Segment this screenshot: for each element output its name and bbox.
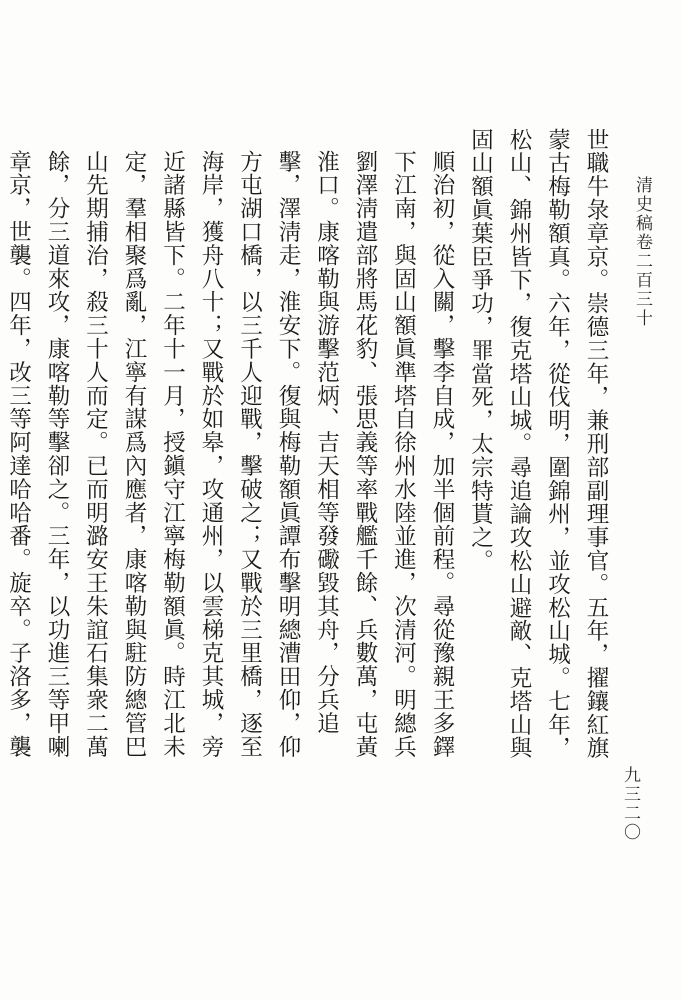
paragraph-continuation: 世職牛彔章京。崇德三年，兼刑部副理事官。五年，擢鑲紅旗蒙古梅勒額真。六年，從伐明，圍錦州，並攻松山城。七年，松山、錦州皆下，復克塔山城。尋追論攻松山避敵、克塔山與固山額眞葉臣爭功，罪當死，太宗特貰之。 xyxy=(467,128,609,760)
page-number: 九三二〇 xyxy=(620,766,640,842)
running-header-title: 清史稿卷二百三十 xyxy=(632,176,652,328)
paragraph-shunzhi: 順治初，從入關，擊李自成，加半個前程。尋從豫親王多鐸下江南，與固山額眞準塔自徐州水陸並進，次清河。明總兵劉澤淸遣部將馬花豹、張思義等率戰艦千餘、兵數萬，屯黃淮口。康喀勒與游擊范炳、吉天相等發礮毀其舟，分兵追擊，澤淸走，淮安下。復與梅勒額眞譚布擊明總漕田仰，仰方屯湖口橋，以三千人迎戰，擊破之；又戰於三里橋，逐至海岸，獲舟八十；又戰於如皋，攻通州，以雲梯克其城，旁近諸縣皆下。二年十一月，授鎭守江寧梅勒額眞。時江北未定，羣相聚爲亂，江寧有謀爲內應者，康喀勒與駐防總管巴山先期捕治，殺三十人而定。已而明潞安王朱誼石集衆二萬餘，分三道來攻，康喀勒等擊卻之。三年，以功進三等甲喇章京，世襲。四年，改三等阿達哈哈番。旋卒。子洛多，襲 xyxy=(5,150,455,759)
body-text xyxy=(5,128,615,768)
